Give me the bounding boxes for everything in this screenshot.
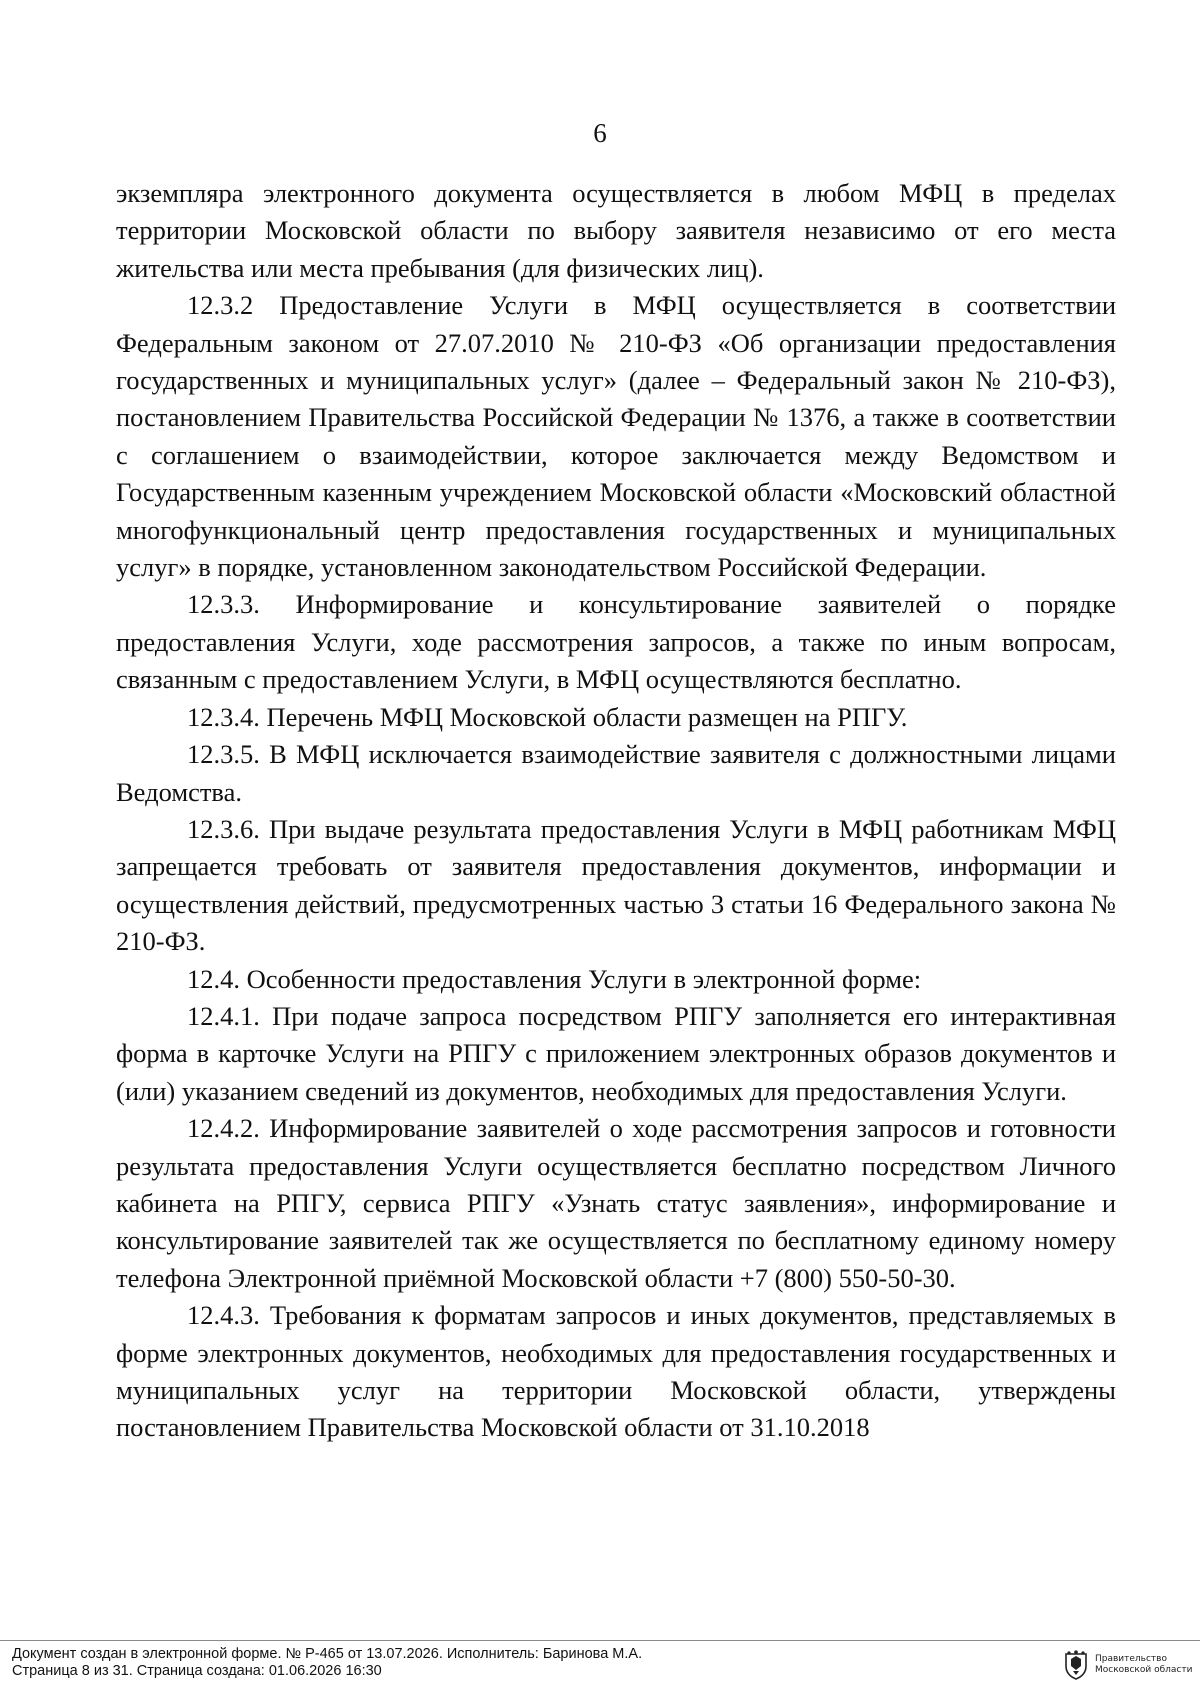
footer-divider: [0, 1640, 1200, 1641]
logo-caption: [1095, 1654, 1192, 1676]
page-number: 6: [593, 118, 607, 148]
paragraph: 12.3.6. При выдаче результата предоставления Услуги в МФЦ работникам МФЦ запрещается требовать от заявителя предоставления документов, информации и осуществления действий, предусмотренных частью 3 статьи 16 Федерального закона № 210-ФЗ.: [116, 813, 1116, 957]
logo-line: Правительство: [1095, 1654, 1167, 1664]
paragraph: 12.3.4. Перечень МФЦ Московской области размещен на РПГУ.: [187, 701, 908, 732]
footer-page-line: Страница 8 из 31. Страница создана: 01.06.2026 16:30: [12, 1663, 382, 1679]
paragraph: 12.3.5. В МФЦ исключается взаимодействие заявителя с должностными лицами Ведомства.: [116, 739, 1116, 807]
government-logo: [1063, 1650, 1192, 1680]
paragraph: экземпляра электронного документа осуществляется в любом МФЦ в пределах территории Московской области по выбору заявителя независимо от его места жительства или места пребывания (для физических лиц).: [116, 178, 1116, 283]
coat-of-arms-icon: [1063, 1650, 1089, 1680]
footer-info: [12, 1646, 642, 1680]
document-body: [116, 175, 1116, 1447]
logo-line: Московской области: [1095, 1665, 1193, 1675]
paragraph: 12.4.3. Требования к форматам запросов и иных документов, представляемых в форме электронных документов, необходимых для предоставления государственных и муниципальных услуг на территории Московской области, утверждены постановлением Правительства Московской области от 31.10.2018: [116, 1300, 1116, 1443]
paragraph: 12.4. Особенности предоставления Услуги в электронной форме:: [187, 963, 922, 994]
paragraph: 12.3.2 Предоставление Услуги в МФЦ осуществляется в соответствии Федеральным законом от 27.07.2010 № 210-ФЗ «Об организации предоставления государственных и муниципальных услуг» (далее – Федеральный закон № 210-ФЗ), постановлением Правительства Российской Федерации № 1376, а также в соответствии с соглашением о взаимодействии, которое заключается между Ведомством и Государственным казенным учреждением Московской области «Московский областной многофункциональный центр предоставления государственных и муниципальных услуг» в порядке, установленном законодательством Российской Федерации.: [116, 290, 1116, 583]
footer-document-line: Документ создан в электронной форме. № Р-465 от 13.07.2026. Исполнитель: Баринова М.А.: [12, 1646, 643, 1662]
paragraph: 12.4.2. Информирование заявителей о ходе рассмотрения запросов и готовности результата предоставления Услуги осуществляется бесплатно посредством Личного кабинета на РПГУ, сервиса РПГУ «Узнать статус заявления», информирование и консультирование заявителей так же осуществляется по бесплатному единому номеру телефона Электронной приёмной Московской области +7 (800) 550-50-30.: [116, 1113, 1116, 1293]
paragraph: 12.4.1. При подаче запроса посредством РПГУ заполняется его интерактивная форма в карточке Услуги на РПГУ с приложением электронных образов документов и (или) указанием сведений из документов, необходимых для предоставления Услуги.: [116, 1000, 1116, 1106]
paragraph: 12.3.3. Информирование и консультирование заявителей о порядке предоставления Услуги, ходе рассмотрения запросов, а также по иным вопросам, связанным с предоставлением Услуги, в МФЦ осуществляются бесплатно.: [116, 589, 1116, 695]
